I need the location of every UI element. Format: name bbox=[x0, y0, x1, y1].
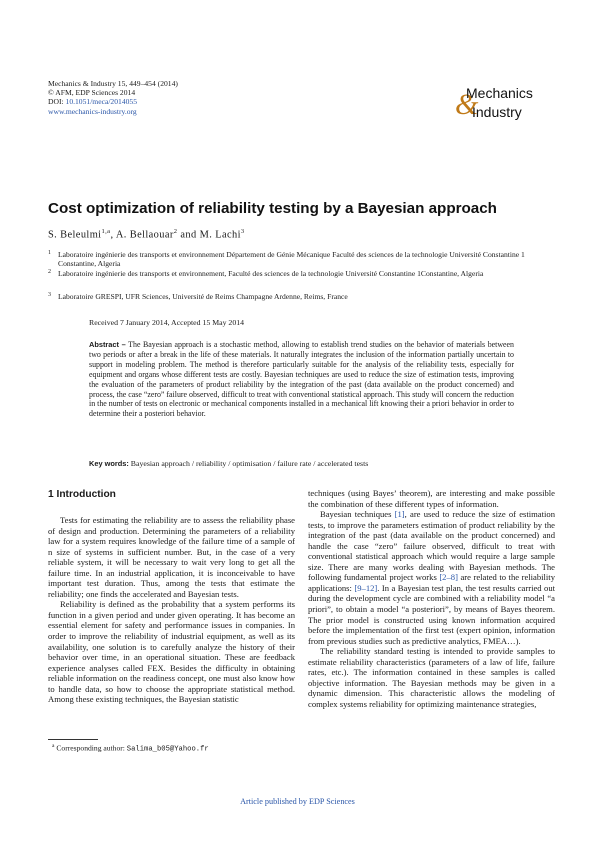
affiliation-number: 3 bbox=[48, 292, 51, 298]
doi-line bbox=[48, 97, 178, 106]
published-by-link[interactable]: Article published by EDP Sciences bbox=[240, 797, 355, 806]
affiliation-1 bbox=[48, 250, 553, 269]
footnote-mark: a bbox=[52, 743, 55, 749]
logo-word-industry: Industry bbox=[472, 104, 522, 120]
abstract bbox=[89, 340, 514, 419]
doi-link[interactable]: 10.1051/meca/2014055 bbox=[65, 97, 138, 107]
copyright-line: © AFM, EDP Sciences 2014 bbox=[48, 88, 136, 98]
left-column bbox=[48, 515, 295, 705]
paragraph-text: are related to the reliability applications: bbox=[308, 572, 555, 593]
affiliation-text: Laboratoire ingénierie des transports et environnement Département de Génie Mécanique Faculté des sciences de la technologie Université Constantine 1 Constantine, Algeria bbox=[58, 250, 525, 269]
intro-paragraph-4 bbox=[308, 509, 555, 646]
received-dates: Received 7 January 2014, Accepted 15 May 2014 bbox=[89, 318, 245, 327]
keywords-label: Key words: bbox=[89, 459, 129, 468]
citation-link[interactable]: [1] bbox=[394, 509, 405, 520]
doi-label: DOI: bbox=[48, 97, 66, 107]
affiliation-3 bbox=[48, 292, 553, 301]
paragraph-text: , are used to reduce the size of estimation tests, to improve the parameters estimation of product reliability by the integration of the past (data available on the product concerned) and handle the case “zero” failure observed, difficult to treat with conventional statistical approach which would require a large sample size. There are many works dealing with Bayesian methods. The following fundamental project works bbox=[308, 509, 555, 583]
author-sep-1: , bbox=[110, 229, 116, 241]
author-list bbox=[48, 228, 245, 240]
intro-paragraph-5: The reliability standard testing is intended to provide samples to estimate reliability characteristics (parameters of a law of life, failure rates, etc.). The information contained in these samples is called objective information. The Bayesian methods may be given in a dynamic dimension. This characteristic allows the modeling of complex systems reliability for optimizing maintenance strategies, bbox=[308, 646, 555, 709]
affiliation-text: Laboratoire GRESPI, UFR Sciences, Université de Reims Champagne Ardenne, Reims, France bbox=[58, 292, 348, 301]
intro-paragraph-1: Tests for estimating the reliability are to assess the reliability phase of design and production. Determining the parameters of a reliability law for a system requires knowledge of the failure time of a sample of n size of systems in sufficient number. But, in the case of a very reliable system, it will be necessary to wait very long to get all the failure time. In an industrial application, it is inconceivable to have important test duration. Thus, among the tests that estimate the reliability; one finds the accelerated and Bayesian tests. bbox=[48, 515, 295, 599]
affiliation-text: Laboratoire ingénierie des transports et environnement, Faculté des sciences de la technologie Université Constantine 1Constantine, Algeria bbox=[58, 269, 484, 278]
citation-link[interactable]: [9–12] bbox=[354, 582, 378, 593]
author-2: A. Bellaouar bbox=[115, 229, 174, 241]
footnote-label: Corresponding author: bbox=[54, 743, 127, 753]
affiliation-number: 2 bbox=[48, 269, 51, 275]
right-column bbox=[308, 488, 555, 709]
logo-word-mechanics: Mechanics bbox=[466, 85, 533, 101]
affiliation-number: 1 bbox=[48, 250, 51, 256]
intro-paragraph-2: Reliability is defined as the probability that a system performs its function in a given period and under given operating. It has become an essential element for safety and performance issues in companies. In order to improve the reliability of industrial equipment, as well as its availability, one solution is to carefully analyze the history of their behavior over time, in an operational situation. These are feedback experience analyses called FEX. Besides the difficulty in obtaining reliable information on the readiness concept, one must also know how to handle data, so how to choose the appropriate statistical method. Among these existing techniques, the Bayesian statistic bbox=[48, 599, 295, 705]
author-3: M. Lachi bbox=[199, 229, 241, 241]
logo-ampersand: & bbox=[455, 88, 479, 121]
affiliation-2 bbox=[48, 269, 553, 278]
author-1-affil: 1,a bbox=[101, 228, 111, 235]
footnote-rule bbox=[48, 739, 98, 740]
paragraph-text: . In a Bayesian test plan, the test results carried out during the development cycle are combined with a reliability model “a priori”, to obtain a model “a posteriori”, by means of Bayes theorem. The prior model is constructed using known information acquired before the implementation of the first test (expert opinion, information from previous studies such as predictive analytics, FMEA…). bbox=[308, 582, 556, 646]
journal-website-link[interactable]: www.mechanics-industry.org bbox=[48, 106, 137, 116]
journal-header bbox=[48, 79, 178, 116]
author-1: S. Beleulmi bbox=[48, 229, 102, 241]
paper-title: Cost optimization of reliability testing by a Bayesian approach bbox=[48, 200, 497, 217]
author-sep-2: and bbox=[177, 229, 200, 241]
abstract-label: Abstract – bbox=[89, 340, 126, 349]
author-2-affil: 2 bbox=[173, 228, 178, 235]
author-3-affil: 3 bbox=[240, 228, 245, 235]
author-email[interactable]: Salima_b05@Yahoo.fr bbox=[126, 745, 209, 754]
intro-paragraph-3: techniques (using Bayes’ theorem), are interesting and make possible the combination of these different types of information. bbox=[308, 488, 555, 509]
keywords-text: Bayesian approach / reliability / optimisation / failure rate / accelerated tests bbox=[128, 459, 369, 468]
footnote bbox=[52, 743, 209, 754]
section-heading-introduction: 1 Introduction bbox=[48, 489, 116, 500]
journal-citation: Mechanics & Industry 15, 449–454 (2014) bbox=[48, 79, 178, 88]
abstract-text: The Bayesian approach is a stochastic method, allowing to establish trend studies on the behavior of materials between two periods or after a break in the life of these materials. It naturally integrates the inclusion of the information partially uncertain to support in modeling problem. The method is therefore particularly suitable for the analysis of the reliability tests, especially for equipment and organs whose different tests are costly. Bayesian techniques are used to reduce the size of estimation tests, improving the evaluation of the parameters of product reliability by the integration of the past (data available on the product concerned) and process, the case “zero” failure observed, difficult to treat with conventional statistical approach. This study will concern the reduction in the number of tests on electronic or mechanical components installed in a mechanical lift knowing their a priori behavior in order to determine their a posteriori behavior. bbox=[89, 340, 514, 419]
keywords bbox=[89, 459, 368, 468]
citation-link[interactable]: [2–8] bbox=[439, 572, 458, 583]
paragraph-text: Bayesian techniques bbox=[320, 509, 395, 520]
journal-logo bbox=[455, 82, 550, 130]
